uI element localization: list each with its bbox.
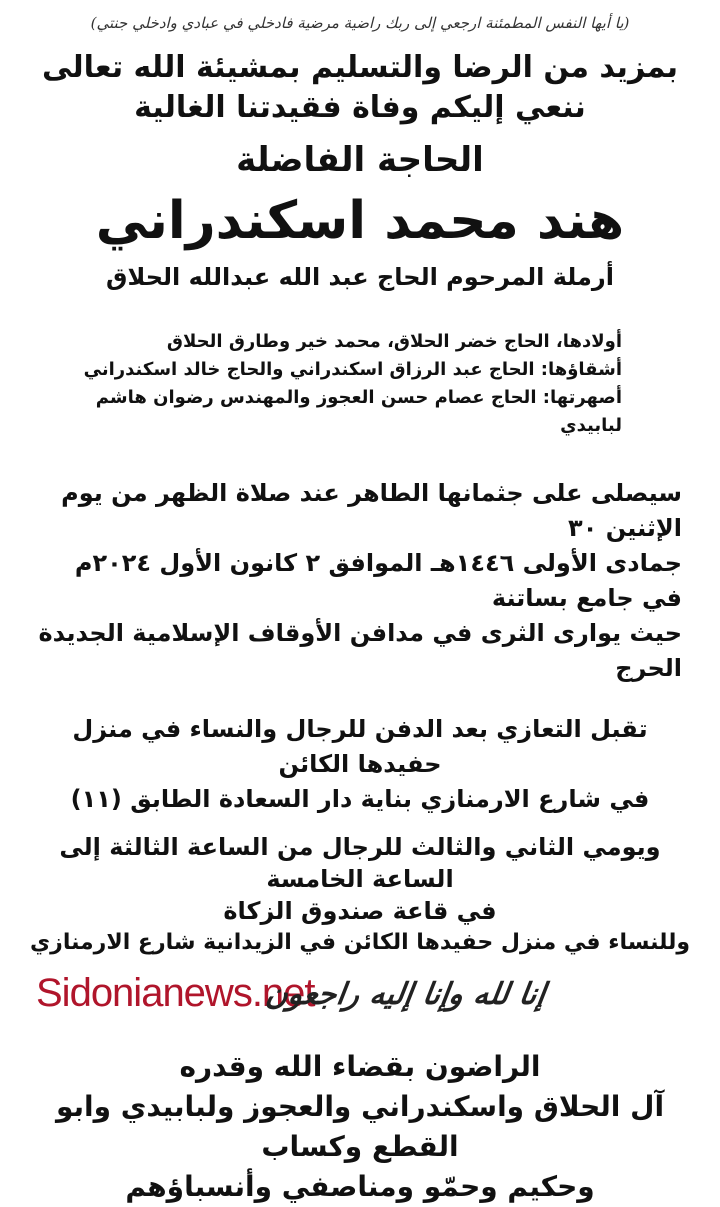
funeral-line: سيصلى على جثمانها الطاهر عند صلاة الظهر من يوم الإثنين ٣٠ bbox=[61, 479, 682, 542]
condolences-line: وللنساء في منزل حفيدها الكائن في الزيدانية شارع الارمنازي bbox=[29, 930, 691, 955]
site-watermark: Sidonianews.net bbox=[36, 971, 315, 1015]
family-siblings: أشقاؤها: الحاج عبد الرزاق اسكندراني والحاج خالد اسكندراني bbox=[83, 359, 622, 380]
family-list bbox=[28, 328, 692, 440]
deceased-title: الحاجة الفاضلة bbox=[236, 140, 484, 180]
watermark-row bbox=[28, 969, 692, 1019]
family-in-laws: أصهرتها: الحاج عصام حسن العجوز والمهندس رضوان هاشم لبابيدي bbox=[95, 387, 622, 436]
condolences-line: ويومي الثاني والثالث للرجال من الساعة الثالثة إلى الساعة الخامسة bbox=[59, 833, 661, 893]
calligraphy-phrase: إنا لله وإنا إليه راجعون bbox=[263, 977, 548, 1012]
intro-line-2: ننعي إليكم وفاة فقيدتنا الغالية bbox=[134, 90, 586, 125]
funeral-line: حيث يوارى الثرى في مدافن الأوقاف الإسلامية الجديدة الحرج bbox=[38, 619, 682, 682]
deceased-name: هند محمد اسكندراني bbox=[95, 191, 625, 251]
closing-section bbox=[28, 1047, 692, 1207]
closing-families-line: آل الحلاق واسكندراني والعجوز ولبابيدي وابو القطع وكساب bbox=[55, 1090, 665, 1163]
condolences-line: تقبل التعازي بعد الدفن للرجال والنساء في منزل حفيدها الكائن bbox=[72, 715, 648, 778]
widow-of-line: أرملة المرحوم الحاج عبد الله عبدالله الحلاق bbox=[106, 263, 614, 291]
condolences-line: في شارع الارمنازي بناية دار السعادة الطابق (١١) bbox=[70, 785, 650, 813]
intro-line-1: بمزيد من الرضا والتسليم بمشيئة الله تعالى bbox=[42, 50, 678, 85]
funeral-line: جمادى الأولى ١٤٤٦هـ الموافق ٢ كانون الأول ٢٠٢٤م في جامع بساتنة bbox=[74, 549, 682, 612]
closing-families-line: وحكيم وحمّو ومناصفي وأنسباؤهم bbox=[125, 1170, 595, 1203]
closing-heading: الراضون بقضاء الله وقدره bbox=[179, 1050, 541, 1083]
condolences-line: في قاعة صندوق الزكاة bbox=[223, 897, 497, 925]
condolences-first bbox=[28, 712, 692, 817]
funeral-details bbox=[28, 476, 692, 686]
condolences-second bbox=[28, 831, 692, 959]
quran-verse: (يا أيها النفس المطمئنة ارجعي إلى ربك راضية مرضية فادخلي في عبادي وادخلي جنتي) bbox=[90, 14, 630, 32]
family-children: أولادها، الحاج خضر الحلاق، محمد خير وطارق الحلاق bbox=[166, 331, 622, 352]
